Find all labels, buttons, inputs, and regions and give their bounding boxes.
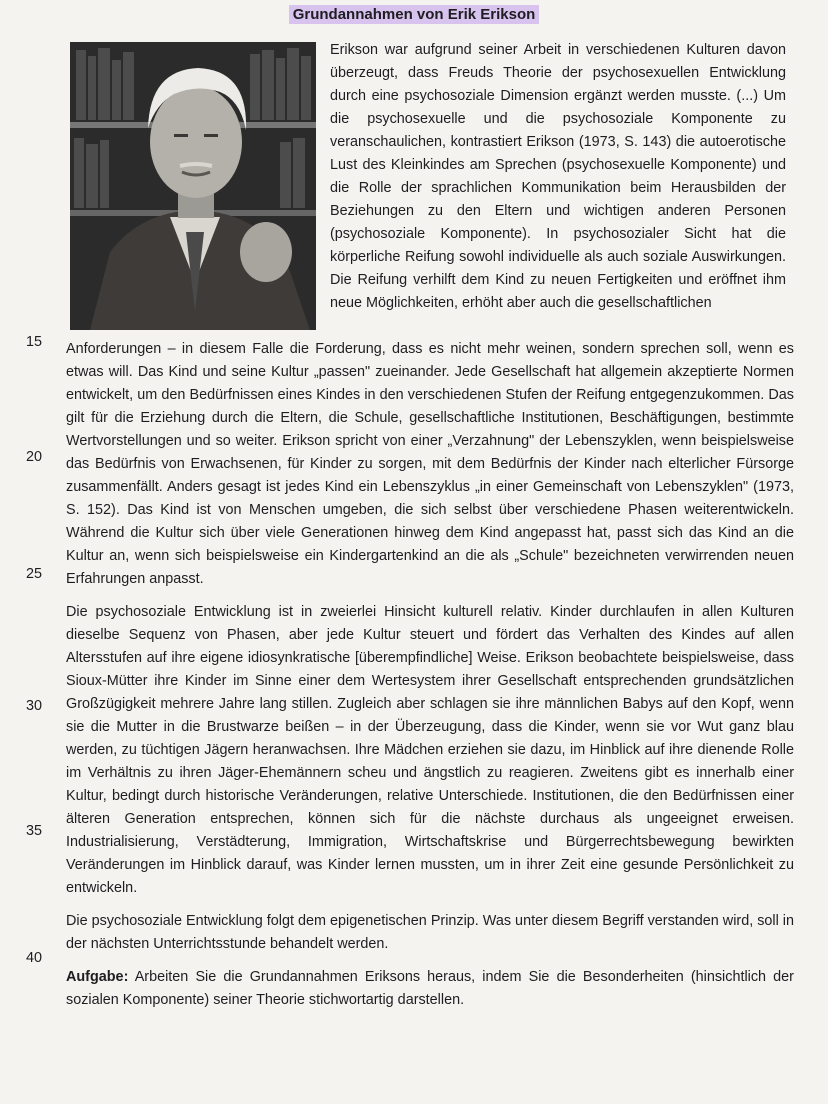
page-title: Grundannahmen von Erik Erikson bbox=[0, 6, 828, 23]
line-number-30: 30 bbox=[25, 698, 42, 714]
line-number-40: 40 bbox=[25, 950, 42, 966]
intro-paragraph: Erikson war aufgrund seiner Arbeit in verschiedenen Kulturen davon überzeugt, dass Freuds Theorie der psychosexuellen Entwicklung durch eine psychosoziale Dimension ergänzt werden musste. (...) Um die psychosexuelle und die psychosoziale Komponente zu veranschaulichen, kontrastiert Erikson (1973, S. 143) die autoerotische Lust des Kleinkindes am Sprechen (psychosexuelle Komponente) und die Rolle der sprachlichen Kommunikation beim Herausbilden der Beziehungen zu den Eltern und wichtigen anderen Personen (psychosoziale Komponente). In psychosozialer Sicht hat die körperliche Reifung sowohl individuelle als auch soziale Auswirkungen. Die Reifung verhilft dem Kind zu neuen Fertigkeiten und eröffnet ihm neue Möglichkeiten, erhöht aber auch die gesellschaftlichen bbox=[330, 42, 786, 311]
line-number-25: 25 bbox=[25, 566, 42, 582]
task-label: Aufgabe: bbox=[66, 969, 129, 985]
task-text: Arbeiten Sie die Grundannahmen Eriksons heraus, indem Sie die Besonderheiten (hinsichtlich der sozialen Komponente) seiner Theorie stichwortartig darstellen. bbox=[66, 969, 794, 1008]
paragraph-2: Die psychosoziale Entwicklung ist in zweierlei Hinsicht kulturell relativ. Kinder durchlaufen in allen Kulturen dieselbe Sequenz von Phasen, aber jede Kultur steuert und fördert das Verhalten des Kindes auf allen Altersstufen auf ihre eigene idiosynkratische [überempfindliche] Weise. Erikson beobachtete beispielsweise, dass Sioux-Mütter ihre Kinder im Sinne einer dem Wertesystem ihrer Gesellschaft entsprechenden grundsätzlichen Großzügigkeit mehrere Jahre lang stillen. Zugleich aber schlagen sie ihre männlichen Babys auf den Kopf, wenn sie die Mutter in die Brustwarze beißen – in der Überzeugung, dass die Kinder, wenn sie vor Wut ganz blau werden, zu tüchtigen Jägern heranwachsen. Ihre Mädchen erziehen sie dazu, im Hinblick auf ihre dienende Rolle im Verhältnis zu ihren Jäger-Ehemännern scheu und ängstlich zu reagieren. Zweitens gibt es innerhalb einer Kultur, bedingt durch historische Veränderungen, relative Unterschiede. Institutionen, die den Bedürfnissen einer älteren Generation entsprechen, können sich für die nächste durchaus als ungeeignet erweisen. Industrialisierung, Verstädterung, Immigration, Wirtschaftskrise und Bürgerrechtsbewegung bewirkten Veränderungen im Hinblick darauf, was Kinder lernen mussten, um in ihrer Zeit eine gesunde Persönlichkeit zu entwickeln. bbox=[66, 604, 794, 896]
line-number-20: 20 bbox=[25, 449, 42, 465]
paragraph-3: Die psychosoziale Entwicklung folgt dem epigenetischen Prinzip. Was unter diesem Begriff verstanden wird, soll in der nächsten Unterrichtsstunde behandelt werden. bbox=[66, 913, 794, 952]
paragraph-1-continued: Anforderungen – in diesem Falle die Forderung, dass es nicht mehr weinen, sondern sprechen soll, wenn es etwas will. Das Kind und seine Kultur „passen" zueinander. Jede Gesellschaft hat allgemein akzeptierte Normen entwickelt, um den Bedürfnissen eines Kindes in den verschiedenen Stufen der Reifung entgegenzukommen. Das gilt für die Erziehung durch die Eltern, die Schule, gesellschaftliche Institutionen, Beschäftigungen, bestimmte Wertvorstellungen und so weiter. Erikson spricht von einer „Verzahnung" der Lebenszyklen, wenn beispielsweise das Bedürfnis von Erwachsenen, für Kinder zu sorgen, mit dem Bedürfnis der Kinder nach elterlicher Fürsorge zusammenfällt. Anders gesagt ist jedes Kind ein Lebenszyklus „in einer Gemeinschaft von Lebenszyklen" (1973, S. 152). Das Kind ist von Menschen umgeben, die sich selbst über verschiedene Phasen weiterentwickeln. Während die Kultur sich über viele Generationen hinweg dem Kind angepasst hat, passt sich das Kind an die Kultur an, wenn sich beispielsweise ein Kindergartenkind an die als „Schule" bezeichneten verwirrenden neuen Erfahrungen anpasst. bbox=[66, 341, 794, 587]
portrait-photo bbox=[70, 42, 316, 330]
line-number-15: 15 bbox=[25, 334, 42, 350]
portrait-image bbox=[70, 42, 316, 330]
task-paragraph bbox=[66, 966, 794, 1012]
main-text bbox=[66, 338, 794, 1012]
line-number-35: 35 bbox=[25, 823, 42, 839]
